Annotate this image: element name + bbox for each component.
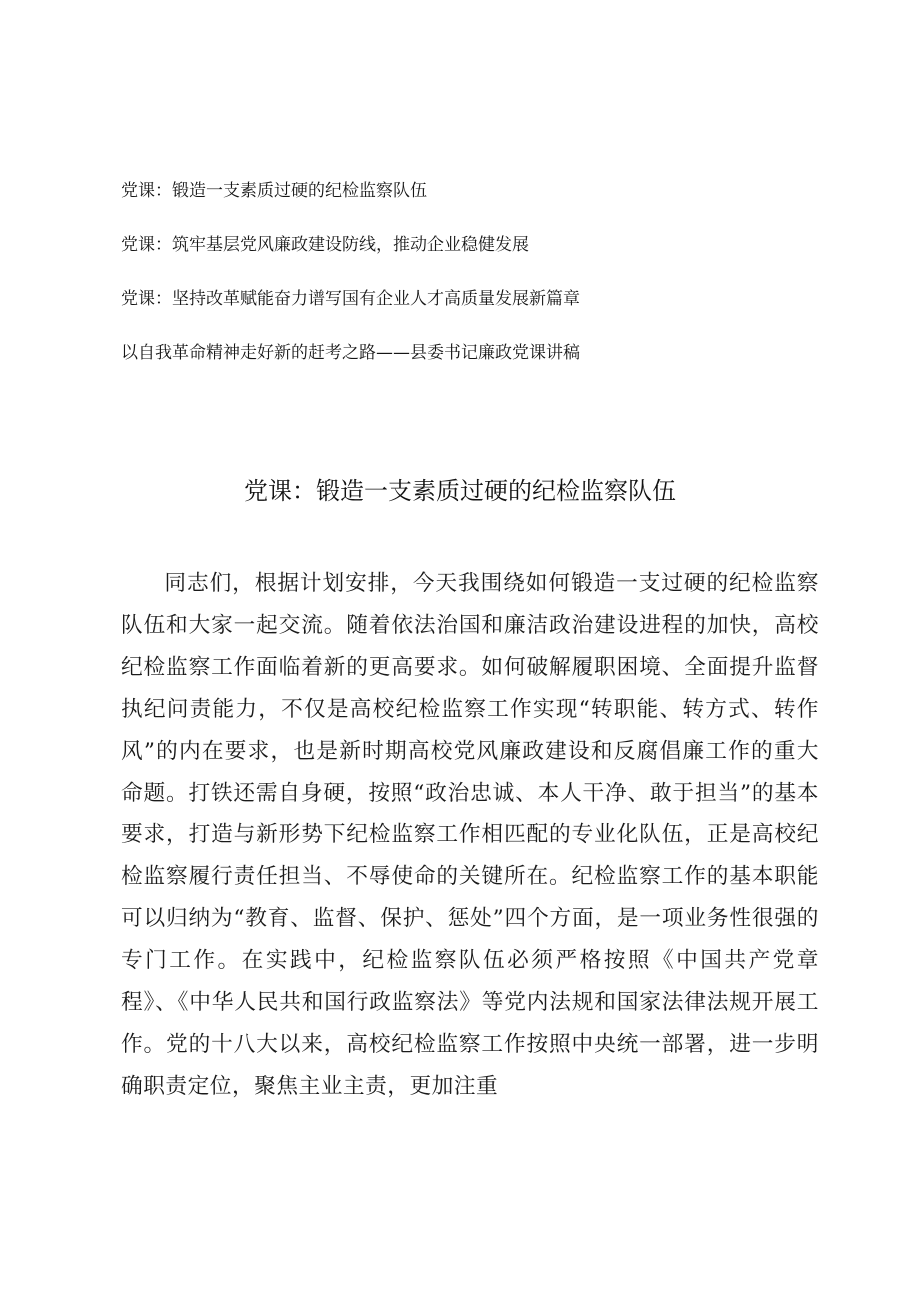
toc-item: 以自我革命精神走好新的赶考之路——县委书记廉政党课讲稿: [121, 343, 580, 363]
toc-item: 党课：锻造一支素质过硬的纪检监察队伍: [121, 181, 427, 201]
toc-item: 党课：坚持改革赋能奋力谱写国有企业人才高质量发展新篇章: [121, 289, 580, 309]
article-title: 党课：锻造一支素质过硬的纪检监察队伍: [244, 477, 676, 505]
article-paragraph: 同志们，根据计划安排，今天我围绕如何锻造一支过硬的纪检监察队伍和大家一起交流。随着依法治国和廉洁政治建设进程的加快，高校纪检监察工作面临着新的更高要求。如何破解履职困境、全面提升监督执纪问责能力，不仅是高校纪检监察工作实现“转职能、转方式、转作风”的内在要求，也是新时期高校党风廉政建设和反腐倡廉工作的重大命题。打铁还需自身硬，按照“政治忠诚、本人干净、敢于担当”的基本要求，打造与新形势下纪检监察工作相匹配的专业化队伍，正是高校纪检监察履行责任担当、不辱使命的关键所在。纪检监察工作的基本职能可以归纳为“教育、监督、保护、惩处”四个方面，是一项业务性很强的专门工作。在实践中，纪检监察队伍必须严格按照《中国共产党章程》、《中华人民共和国行政监察法》等党内法规和国家法律法规开展工作。党的十八大以来，高校纪检监察工作按照中央统一部署，进一步明确职责定位，聚焦主业主责，更加注重: [121, 571, 819, 1099]
table-of-contents: [121, 178, 821, 394]
toc-item: 党课：筑牢基层党风廉政建设防线，推动企业稳健发展: [121, 235, 529, 255]
